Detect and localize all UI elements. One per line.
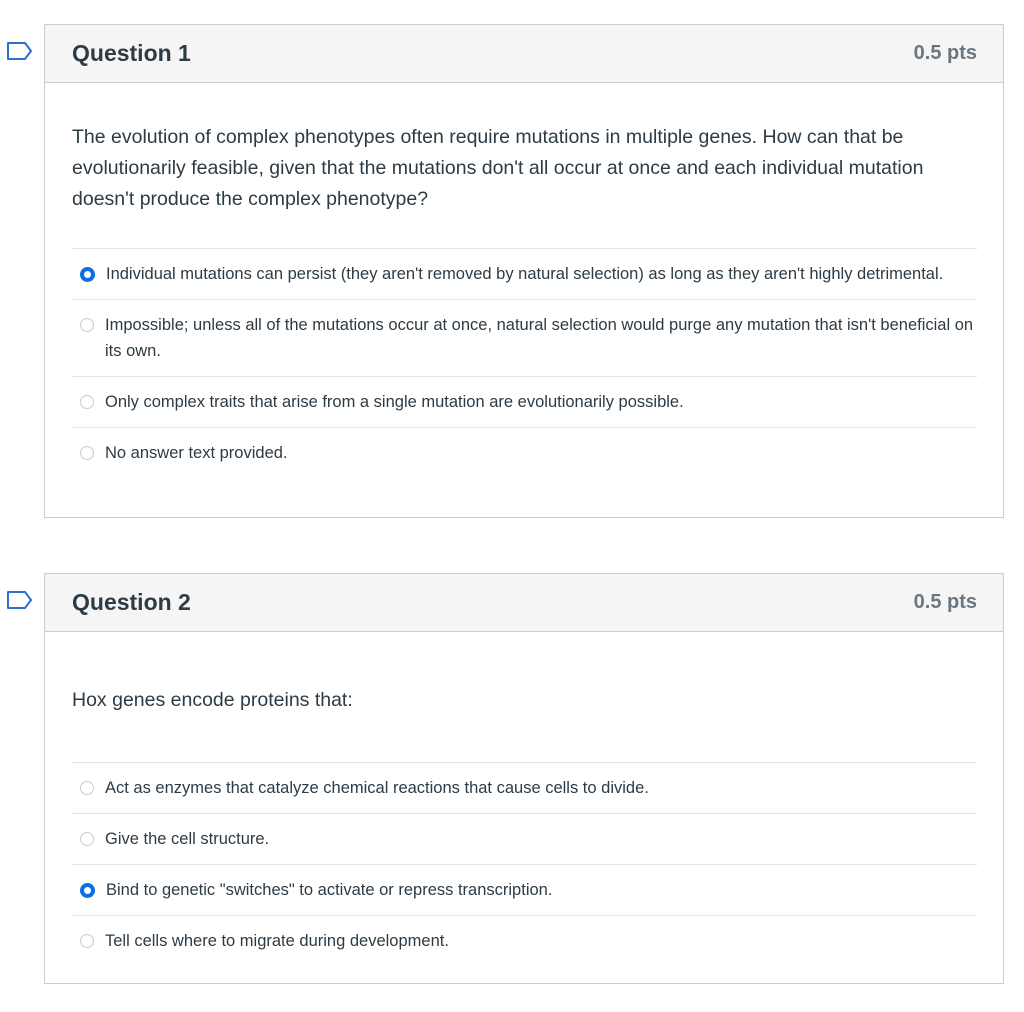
- answer-list: [72, 248, 977, 478]
- answer-option[interactable]: [72, 865, 977, 916]
- radio-unselected[interactable]: [80, 934, 94, 948]
- radio-unselected[interactable]: [80, 395, 94, 409]
- answer-option[interactable]: [72, 377, 977, 428]
- answer-list: [72, 762, 977, 966]
- question-header: [45, 25, 1003, 83]
- answer-label: Individual mutations can persist (they aren't removed by natural selection) as long as they aren't highly detrimental.: [106, 265, 944, 283]
- question-header: [45, 574, 1003, 632]
- radio-unselected[interactable]: [80, 318, 94, 332]
- radio-unselected[interactable]: [80, 446, 94, 460]
- question-2: [44, 573, 1004, 984]
- answer-label: Act as enzymes that catalyze chemical reactions that cause cells to divide.: [105, 779, 649, 797]
- answer-option[interactable]: [72, 814, 977, 865]
- question-title: Question 1: [72, 40, 191, 66]
- question-title: Question 2: [72, 589, 191, 615]
- question-text: The evolution of complex phenotypes often require mutations in multiple genes. How can that be evolutionarily feasible, given that the mutations don't all occur at once and each individual mutation doesn't produce the complex phenotype?: [72, 126, 924, 210]
- question-points: 0.5 pts: [913, 591, 977, 613]
- answer-label: No answer text provided.: [105, 444, 288, 462]
- flag-question-2-icon[interactable]: [6, 590, 34, 610]
- answer-option[interactable]: [72, 763, 977, 814]
- answer-option[interactable]: [72, 916, 977, 966]
- question-body: [45, 632, 1003, 966]
- flag-question-1-icon[interactable]: [6, 41, 34, 61]
- answer-option[interactable]: [72, 249, 977, 300]
- answer-option[interactable]: [72, 428, 977, 478]
- answer-label: Tell cells where to migrate during development.: [105, 932, 449, 950]
- radio-unselected[interactable]: [80, 781, 94, 795]
- answer-option[interactable]: [72, 300, 977, 377]
- question-text: Hox genes encode proteins that:: [72, 689, 353, 711]
- radio-selected[interactable]: [80, 267, 95, 282]
- answer-label: Give the cell structure.: [105, 830, 270, 848]
- radio-unselected[interactable]: [80, 832, 94, 846]
- answer-label: Impossible; unless all of the mutations occur at once, natural selection would purge any mutation that isn't beneficial on its own.: [105, 316, 974, 360]
- answer-label: Only complex traits that arise from a single mutation are evolutionarily possible.: [105, 393, 684, 411]
- answer-label: Bind to genetic "switches" to activate or repress transcription.: [106, 881, 553, 899]
- radio-selected[interactable]: [80, 883, 95, 898]
- question-points: 0.5 pts: [913, 42, 977, 64]
- question-body: [45, 83, 1003, 478]
- question-1: [44, 24, 1004, 518]
